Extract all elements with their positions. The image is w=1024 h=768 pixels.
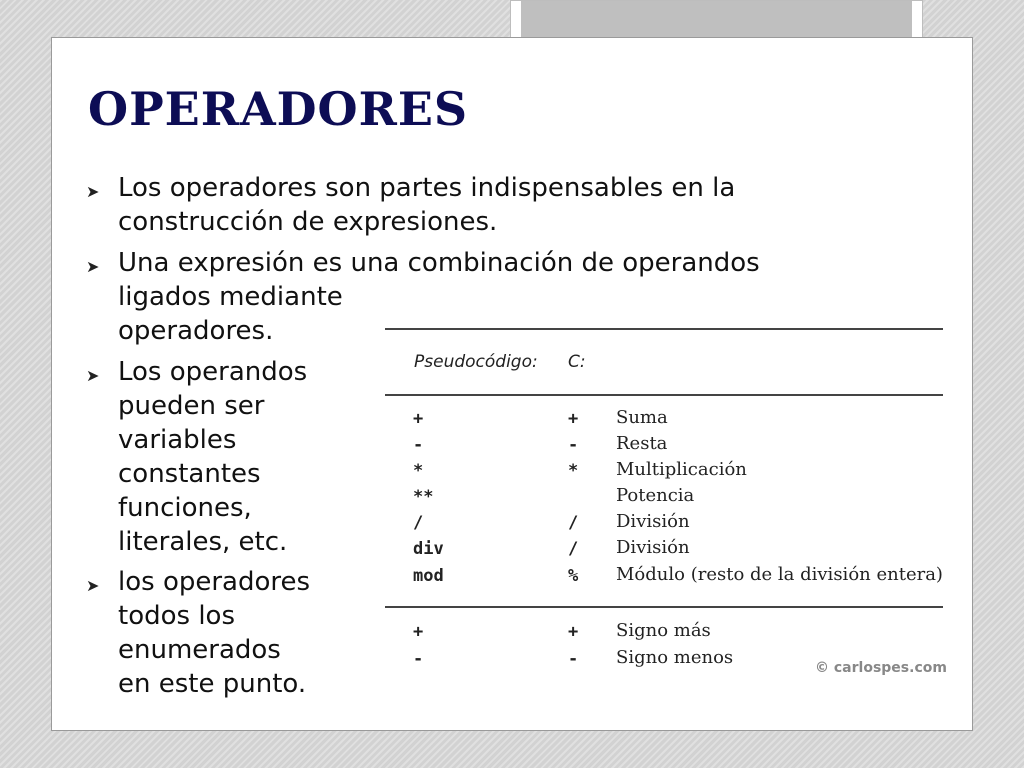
op-description: Suma xyxy=(616,407,668,428)
op-description: Resta xyxy=(616,433,668,454)
operators-table xyxy=(385,316,945,686)
bullet-line: literales, etc. xyxy=(118,527,288,557)
bullet-line: construcción de expresiones. xyxy=(118,207,498,237)
op-description: Módulo (resto de la división entera) xyxy=(616,564,943,585)
bullet-line: enumerados xyxy=(118,635,281,665)
bullet-line: los operadores xyxy=(118,567,311,597)
arrow-bullet-icon: ➤ xyxy=(86,366,100,385)
pseudo-op: - xyxy=(413,649,424,669)
bullet-line: Una expresión es una combinación de operandos xyxy=(118,248,760,278)
bullet-item xyxy=(86,171,735,239)
c-op: % xyxy=(568,566,579,586)
pseudo-op: + xyxy=(413,622,424,642)
bullet-line: operadores. xyxy=(118,316,274,346)
bullet-line: pueden ser xyxy=(118,391,265,421)
op-description: Multiplicación xyxy=(616,459,747,480)
pseudo-op: - xyxy=(413,435,424,455)
c-op: - xyxy=(568,649,579,669)
op-description: División xyxy=(616,511,690,532)
c-op: * xyxy=(568,461,579,481)
arrow-bullet-icon: ➤ xyxy=(86,576,100,595)
pseudo-op: * xyxy=(413,461,424,481)
bullet-line: constantes xyxy=(118,459,261,489)
header-c: C: xyxy=(568,352,586,372)
table-rule xyxy=(385,606,943,608)
table-rule xyxy=(385,328,943,330)
bullet-line: funciones, xyxy=(118,493,252,523)
bullet-line: Los operandos xyxy=(118,357,308,387)
bullet-item xyxy=(86,565,310,701)
bullet-line: ligados mediante xyxy=(118,282,343,312)
pseudo-op: + xyxy=(413,409,424,429)
op-description: División xyxy=(616,537,690,558)
c-op: + xyxy=(568,409,579,429)
arrow-bullet-icon: ➤ xyxy=(86,182,100,201)
pseudo-op: ** xyxy=(413,487,434,507)
bullet-line: todos los xyxy=(118,601,235,631)
pseudo-op: mod xyxy=(413,566,444,586)
bullet-line: variables xyxy=(118,425,237,455)
op-description: Potencia xyxy=(616,485,695,506)
pseudo-op: / xyxy=(413,513,424,533)
bullet-line: Los operadores son partes indispensables en la xyxy=(118,173,736,203)
c-op: / xyxy=(568,513,579,533)
copyright-watermark: © carlospes.com xyxy=(815,660,947,676)
table-rule xyxy=(385,394,943,396)
c-op: - xyxy=(568,435,579,455)
slide-title: OPERADORES xyxy=(88,82,469,136)
bullet-line: en este punto. xyxy=(118,669,307,699)
arrow-bullet-icon: ➤ xyxy=(86,257,100,276)
op-description: Signo más xyxy=(616,620,711,641)
op-description: Signo menos xyxy=(616,647,734,668)
c-op: + xyxy=(568,622,579,642)
pseudo-op: div xyxy=(413,539,444,559)
c-op: / xyxy=(568,539,579,559)
header-pseudocode: Pseudocódigo: xyxy=(414,352,538,372)
bullet-item xyxy=(86,355,307,559)
